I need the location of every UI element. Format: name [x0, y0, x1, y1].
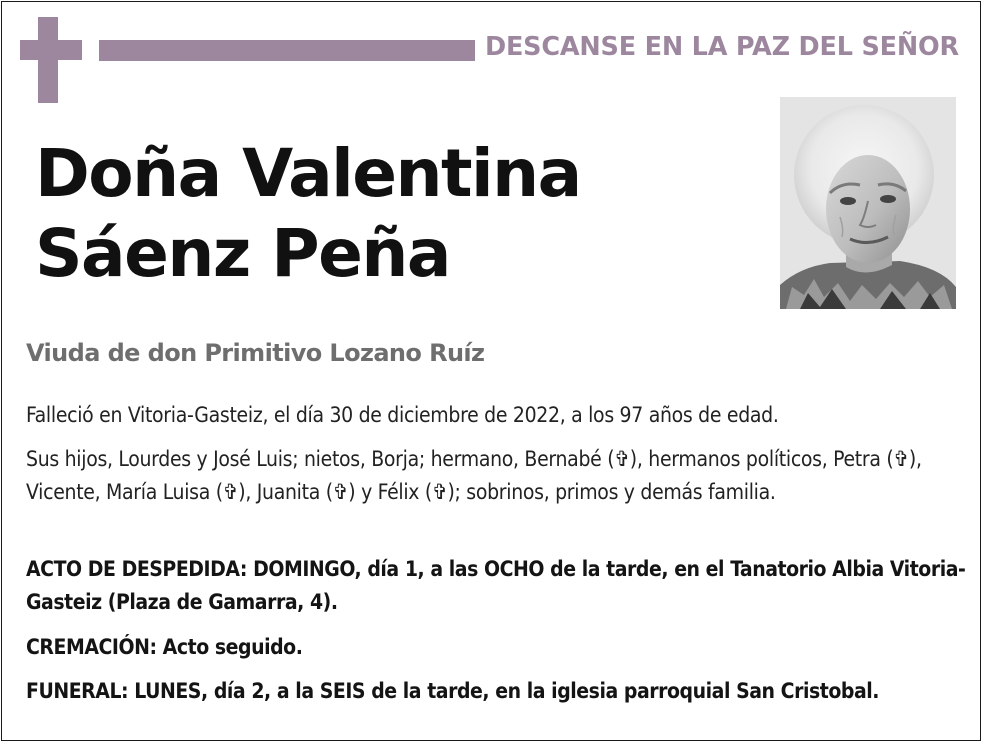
- deceased-name-line1: Doña Valentina: [35, 135, 581, 212]
- obituary-card: [1, 1, 981, 741]
- deceased-name: [35, 134, 581, 294]
- farewell-text: ACTO DE DESPEDIDA: DOMINGO, día 1, a las OCHO de la tarde, en el Tanatorio Albia Vitoria-Gasteiz (Plaza de Gamarra, 4).: [26, 557, 966, 614]
- latin-cross-icon: [20, 17, 82, 103]
- widow-of-text: Viuda de don Primitivo Lozano Ruíz: [26, 339, 485, 367]
- cremation-text: CREMACIÓN: Acto seguido.: [26, 635, 303, 659]
- portrait-photo: [780, 97, 956, 309]
- deceased-name-line2: Sáenz Peña: [35, 215, 450, 292]
- family-text: Sus hijos, Lourdes y José Luis; nietos, Borja; hermano, Bernabé (✞), hermanos políticos, Petra (✞), Vicente, María Luisa (✞), Juanita (✞) y Félix (✞); sobrinos, primos y demás familia.: [26, 447, 922, 504]
- motto-text: DESCANSE EN LA PAZ DEL SEÑOR: [485, 32, 959, 62]
- funeral-text: FUNERAL: LUNES, día 2, a la SEIS de la tarde, en la iglesia parroquial San Cristobal.: [26, 679, 879, 703]
- death-notice-text: Falleció en Vitoria-Gasteiz, el día 30 de diciembre de 2022, a los 97 años de edad.: [26, 403, 779, 427]
- header-bar: [99, 40, 475, 61]
